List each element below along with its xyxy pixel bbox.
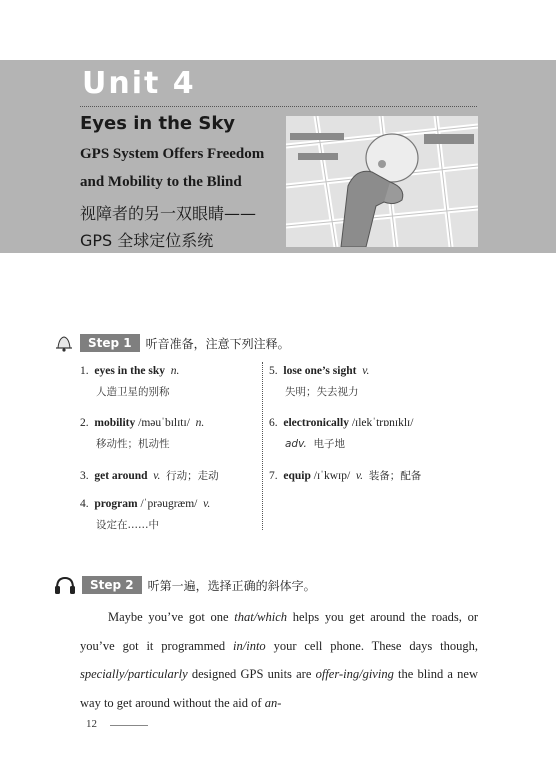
- subtitle-line-1: GPS System Offers Freedom: [80, 146, 265, 162]
- bell-icon: [54, 334, 74, 352]
- vocab-pos: n.: [170, 365, 180, 377]
- paragraph-text: the blind a new way to get around without the aid of: [80, 667, 479, 710]
- vocab-number: 2.: [80, 417, 89, 429]
- vocab-word: electronically: [283, 417, 349, 429]
- vocab-word: lose one’s sight: [283, 365, 357, 377]
- vocab-word: program: [94, 498, 138, 510]
- paragraph-choice: an-: [264, 695, 282, 710]
- vocab-pos: v.: [203, 498, 211, 510]
- vocab-number: 1.: [80, 365, 89, 377]
- vocab-pos: adv.: [285, 437, 307, 450]
- vocab-meaning: 人造卫星的别称: [96, 385, 170, 398]
- unit-title: Unit 4: [82, 66, 196, 101]
- title-divider: [80, 106, 477, 107]
- paragraph-text: Maybe you’ve got one: [108, 610, 235, 624]
- vocab-item-5: [269, 364, 369, 400]
- vocab-pos: n.: [195, 417, 205, 429]
- vocab-pos: v.: [153, 470, 161, 482]
- vocab-number: 6.: [269, 417, 278, 429]
- subtitle-line-2: and Mobility to the Blind: [80, 174, 242, 190]
- vocab-number: 3.: [80, 470, 89, 482]
- footer-rule: [110, 725, 148, 726]
- vocab-item-4: [80, 497, 210, 533]
- step2-badge: Step 2: [82, 576, 142, 594]
- paragraph-text: helps you get around the roads, or you’ve got it programmed: [80, 610, 478, 653]
- vocab-meaning: 装备；配备: [368, 470, 422, 482]
- chinese-title-line-2: GPS 全球定位系统: [80, 231, 214, 250]
- vocab-item-7: [269, 469, 421, 484]
- gps-map-hand-illustration: [286, 116, 478, 247]
- step1-header: [54, 334, 290, 352]
- vocab-column-divider: [262, 362, 263, 530]
- step2-instruction: 听第一遍，选择正确的斜体字。: [147, 578, 316, 593]
- paragraph-choice: in/into: [233, 638, 266, 653]
- vocab-item-3: [80, 469, 219, 484]
- paragraph-choice: offer-ing/giving: [315, 667, 394, 681]
- dictation-paragraph: [80, 603, 478, 717]
- vocab-ipa: /ɪlekˈtrɒnɪklɪ/: [351, 417, 414, 429]
- step1-badge: Step 1: [80, 334, 140, 352]
- vocab-word: equip: [283, 470, 311, 482]
- paragraph-choice: that/which: [234, 610, 288, 624]
- vocab-meaning: 行动；走动: [166, 470, 219, 482]
- vocab-ipa: /ˈprəugræm/: [140, 498, 198, 510]
- vocab-ipa: /ɪˈkwɪp/: [313, 470, 351, 482]
- paragraph-choice: specially/particularly: [80, 667, 188, 681]
- vocab-meaning: 移动性；机动性: [96, 437, 170, 450]
- headphones-icon: [54, 575, 76, 595]
- vocab-ipa: /məuˈbɪlɪtɪ/: [138, 417, 190, 429]
- paragraph-text: your cell phone. These days though,: [265, 638, 478, 653]
- vocab-meaning: 设定在……中: [96, 518, 159, 531]
- vocab-word: mobility: [94, 417, 136, 429]
- step2-header: [54, 575, 316, 595]
- vocab-meaning: 电子地: [313, 437, 345, 450]
- lesson-title: Eyes in the Sky: [80, 113, 236, 134]
- vocab-item-1: [80, 364, 179, 400]
- vocab-number: 4.: [80, 498, 89, 510]
- vocab-word: eyes in the sky: [94, 365, 165, 377]
- vocab-item-2: [80, 416, 204, 452]
- vocab-item-6: [269, 416, 413, 452]
- vocab-number: 5.: [269, 365, 278, 377]
- vocab-meaning: 失明；失去视力: [285, 385, 359, 398]
- vocab-word: get around: [94, 470, 148, 482]
- chinese-title-line-1: 视障者的另一双眼睛——: [80, 204, 257, 223]
- vocab-pos: v.: [362, 365, 370, 377]
- page-number: 12: [86, 718, 97, 730]
- step1-instruction: 听音准备，注意下列注释。: [145, 336, 290, 351]
- vocab-pos: v.: [355, 470, 364, 482]
- vocab-number: 7.: [269, 470, 278, 482]
- paragraph-text: designed GPS units are: [187, 667, 316, 681]
